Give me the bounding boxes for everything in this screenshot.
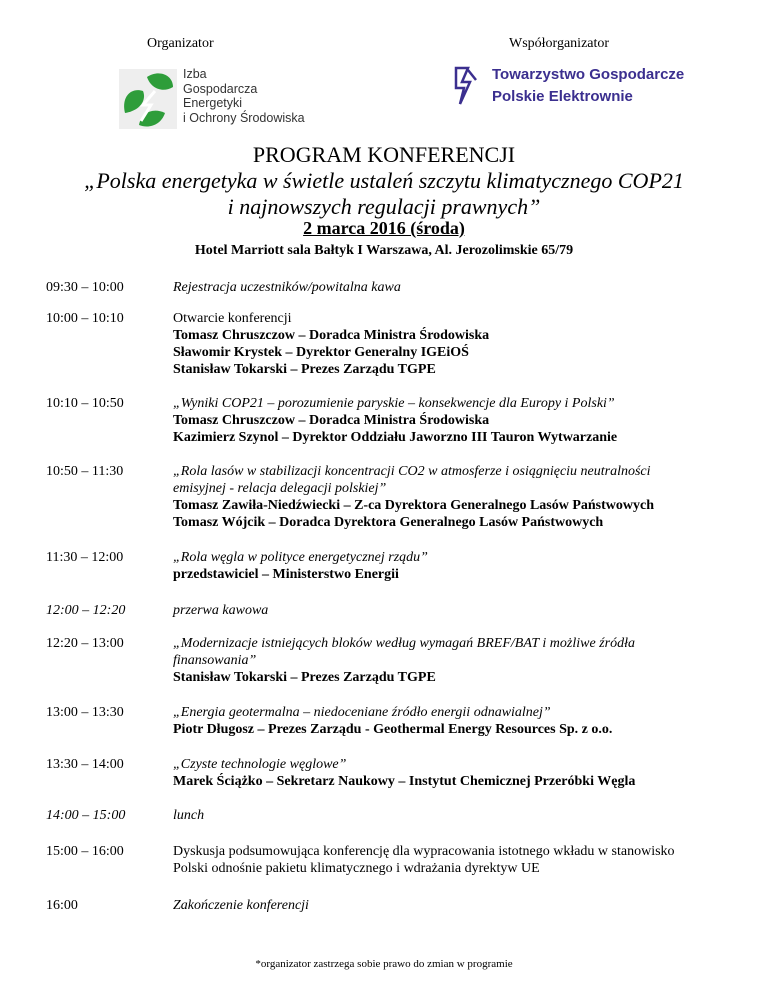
schedule-time: 12:00 – 12:20 — [46, 603, 126, 618]
schedule-content — [173, 602, 768, 619]
schedule-time: 15:00 – 16:00 — [46, 844, 124, 859]
schedule-content — [173, 395, 768, 446]
footnote: *organizator zastrzega sobie prawo do zmian w programie — [255, 958, 513, 970]
schedule-content — [173, 310, 768, 378]
speaker-line: Tomasz Wójcik – Doradca Dyrektora Generalnego Lasów Państwowych — [173, 515, 604, 530]
izba-line-4: i Ochrony Środowiska — [183, 110, 305, 125]
topic-line: emisyjnej - relacja delegacji polskiej” — [173, 481, 387, 496]
schedule-time: 13:30 – 14:00 — [46, 757, 124, 772]
schedule-time: 14:00 – 15:00 — [46, 808, 126, 823]
conference-title-line-2: i najnowszych regulacji prawnych” — [227, 194, 541, 219]
schedule-time: 12:20 – 13:00 — [46, 636, 124, 651]
schedule-content — [173, 807, 768, 824]
schedule-time: 13:00 – 13:30 — [46, 705, 124, 720]
coorganizer-label: Współorganizator — [509, 36, 610, 51]
izba-line-2: Gospodarcza — [183, 81, 258, 96]
speaker-line: przedstawiciel – Ministerstwo Energii — [173, 567, 399, 582]
schedule-time: 09:30 – 10:00 — [46, 280, 124, 295]
program-title: PROGRAM KONFERENCJI — [252, 142, 516, 167]
organizer-label: Organizator — [147, 36, 214, 51]
topic-line: lunch — [173, 808, 205, 823]
izba-line-3: Energetyki — [183, 96, 243, 110]
topic-line: Dyskusja podsumowująca konferencję dla wypracowania istotnego wkładu w stanowisko — [173, 844, 675, 859]
schedule-time: 16:00 — [46, 898, 78, 913]
conference-title-line-1: „Polska energetyka w świetle ustaleń szczytu klimatycznego COP21 — [84, 168, 684, 193]
speaker-line: Tomasz Chruszczow – Doradca Ministra Środowiska — [173, 413, 490, 428]
speaker-line: Piotr Długosz – Prezes Zarządu - Geothermal Energy Resources Sp. z o.o. — [173, 722, 613, 737]
tgpe-line-1: Towarzystwo Gospodarcze — [492, 66, 685, 83]
topic-line: „Rola lasów w stabilizacji koncentracji CO2 w atmosferze i osiągnięciu neutralności — [173, 464, 651, 479]
schedule-content — [173, 279, 768, 296]
topic-line: Otwarcie konferencji — [173, 311, 292, 326]
topic-line: Rejestracja uczestników/powitalna kawa — [173, 280, 401, 295]
izba-logo — [117, 67, 317, 137]
schedule-time: 10:00 – 10:10 — [46, 311, 124, 326]
izba-line-1: Izba — [183, 67, 207, 81]
schedule-content — [173, 463, 768, 531]
schedule-content — [173, 897, 768, 914]
tgpe-line-2: Polskie Elektrownie — [492, 88, 633, 105]
speaker-line: Stanisław Tokarski – Prezes Zarządu TGPE — [173, 670, 436, 685]
topic-line: „Czyste technologie węglowe” — [173, 757, 347, 772]
conference-venue: Hotel Marriott sala Bałtyk I Warszawa, Al. Jerozolimskie 65/79 — [194, 243, 574, 258]
speaker-line: Stanisław Tokarski – Prezes Zarządu TGPE — [173, 362, 436, 377]
speaker-line: Tomasz Chruszczow – Doradca Ministra Środowiska — [173, 328, 490, 343]
tgpe-logo — [454, 60, 734, 110]
schedule-content — [173, 704, 768, 738]
topic-line: Polski odnośnie pakietu klimatycznego i wdrażania dyrektyw UE — [173, 861, 540, 876]
speaker-line: Kazimierz Szynol – Dyrektor Oddziału Jaworzno III Tauron Wytwarzanie — [173, 430, 618, 445]
speaker-line: Sławomir Krystek – Dyrektor Generalny IGEiOŚ — [173, 345, 469, 360]
speaker-line: Tomasz Zawiła-Niedźwiecki – Z-ca Dyrektora Generalnego Lasów Państwowych — [173, 498, 655, 513]
topic-line: Zakończenie konferencji — [173, 898, 309, 913]
schedule-content — [173, 635, 768, 686]
bolt-logo-icon — [454, 66, 484, 106]
topic-line: przerwa kawowa — [173, 603, 269, 618]
conference-title — [0, 168, 768, 220]
leaf-logo-icon — [117, 67, 179, 131]
schedule-content — [173, 843, 768, 877]
topic-line: „Rola węgla w polityce energetycznej rządu” — [173, 550, 428, 565]
conference-date: 2 marca 2016 (środa) — [303, 218, 465, 238]
topic-line: „Energia geotermalna – niedoceniane źródło energii odnawialnej” — [173, 705, 551, 720]
schedule-time: 10:50 – 11:30 — [46, 464, 124, 479]
schedule-time: 10:10 – 10:50 — [46, 396, 124, 411]
topic-line: finansowania” — [173, 653, 257, 668]
speaker-line: Marek Ściążko – Sekretarz Naukowy – Instytut Chemicznej Przeróbki Węgla — [173, 774, 636, 789]
schedule-time: 11:30 – 12:00 — [46, 550, 124, 565]
topic-line: „Modernizacje istniejących bloków według wymagań BREF/BAT i możliwe źródła — [173, 636, 635, 651]
topic-line: „Wyniki COP21 – porozumienie paryskie – konsekwencje dla Europy i Polski” — [173, 396, 615, 411]
schedule-content — [173, 756, 768, 790]
schedule-content — [173, 549, 768, 583]
